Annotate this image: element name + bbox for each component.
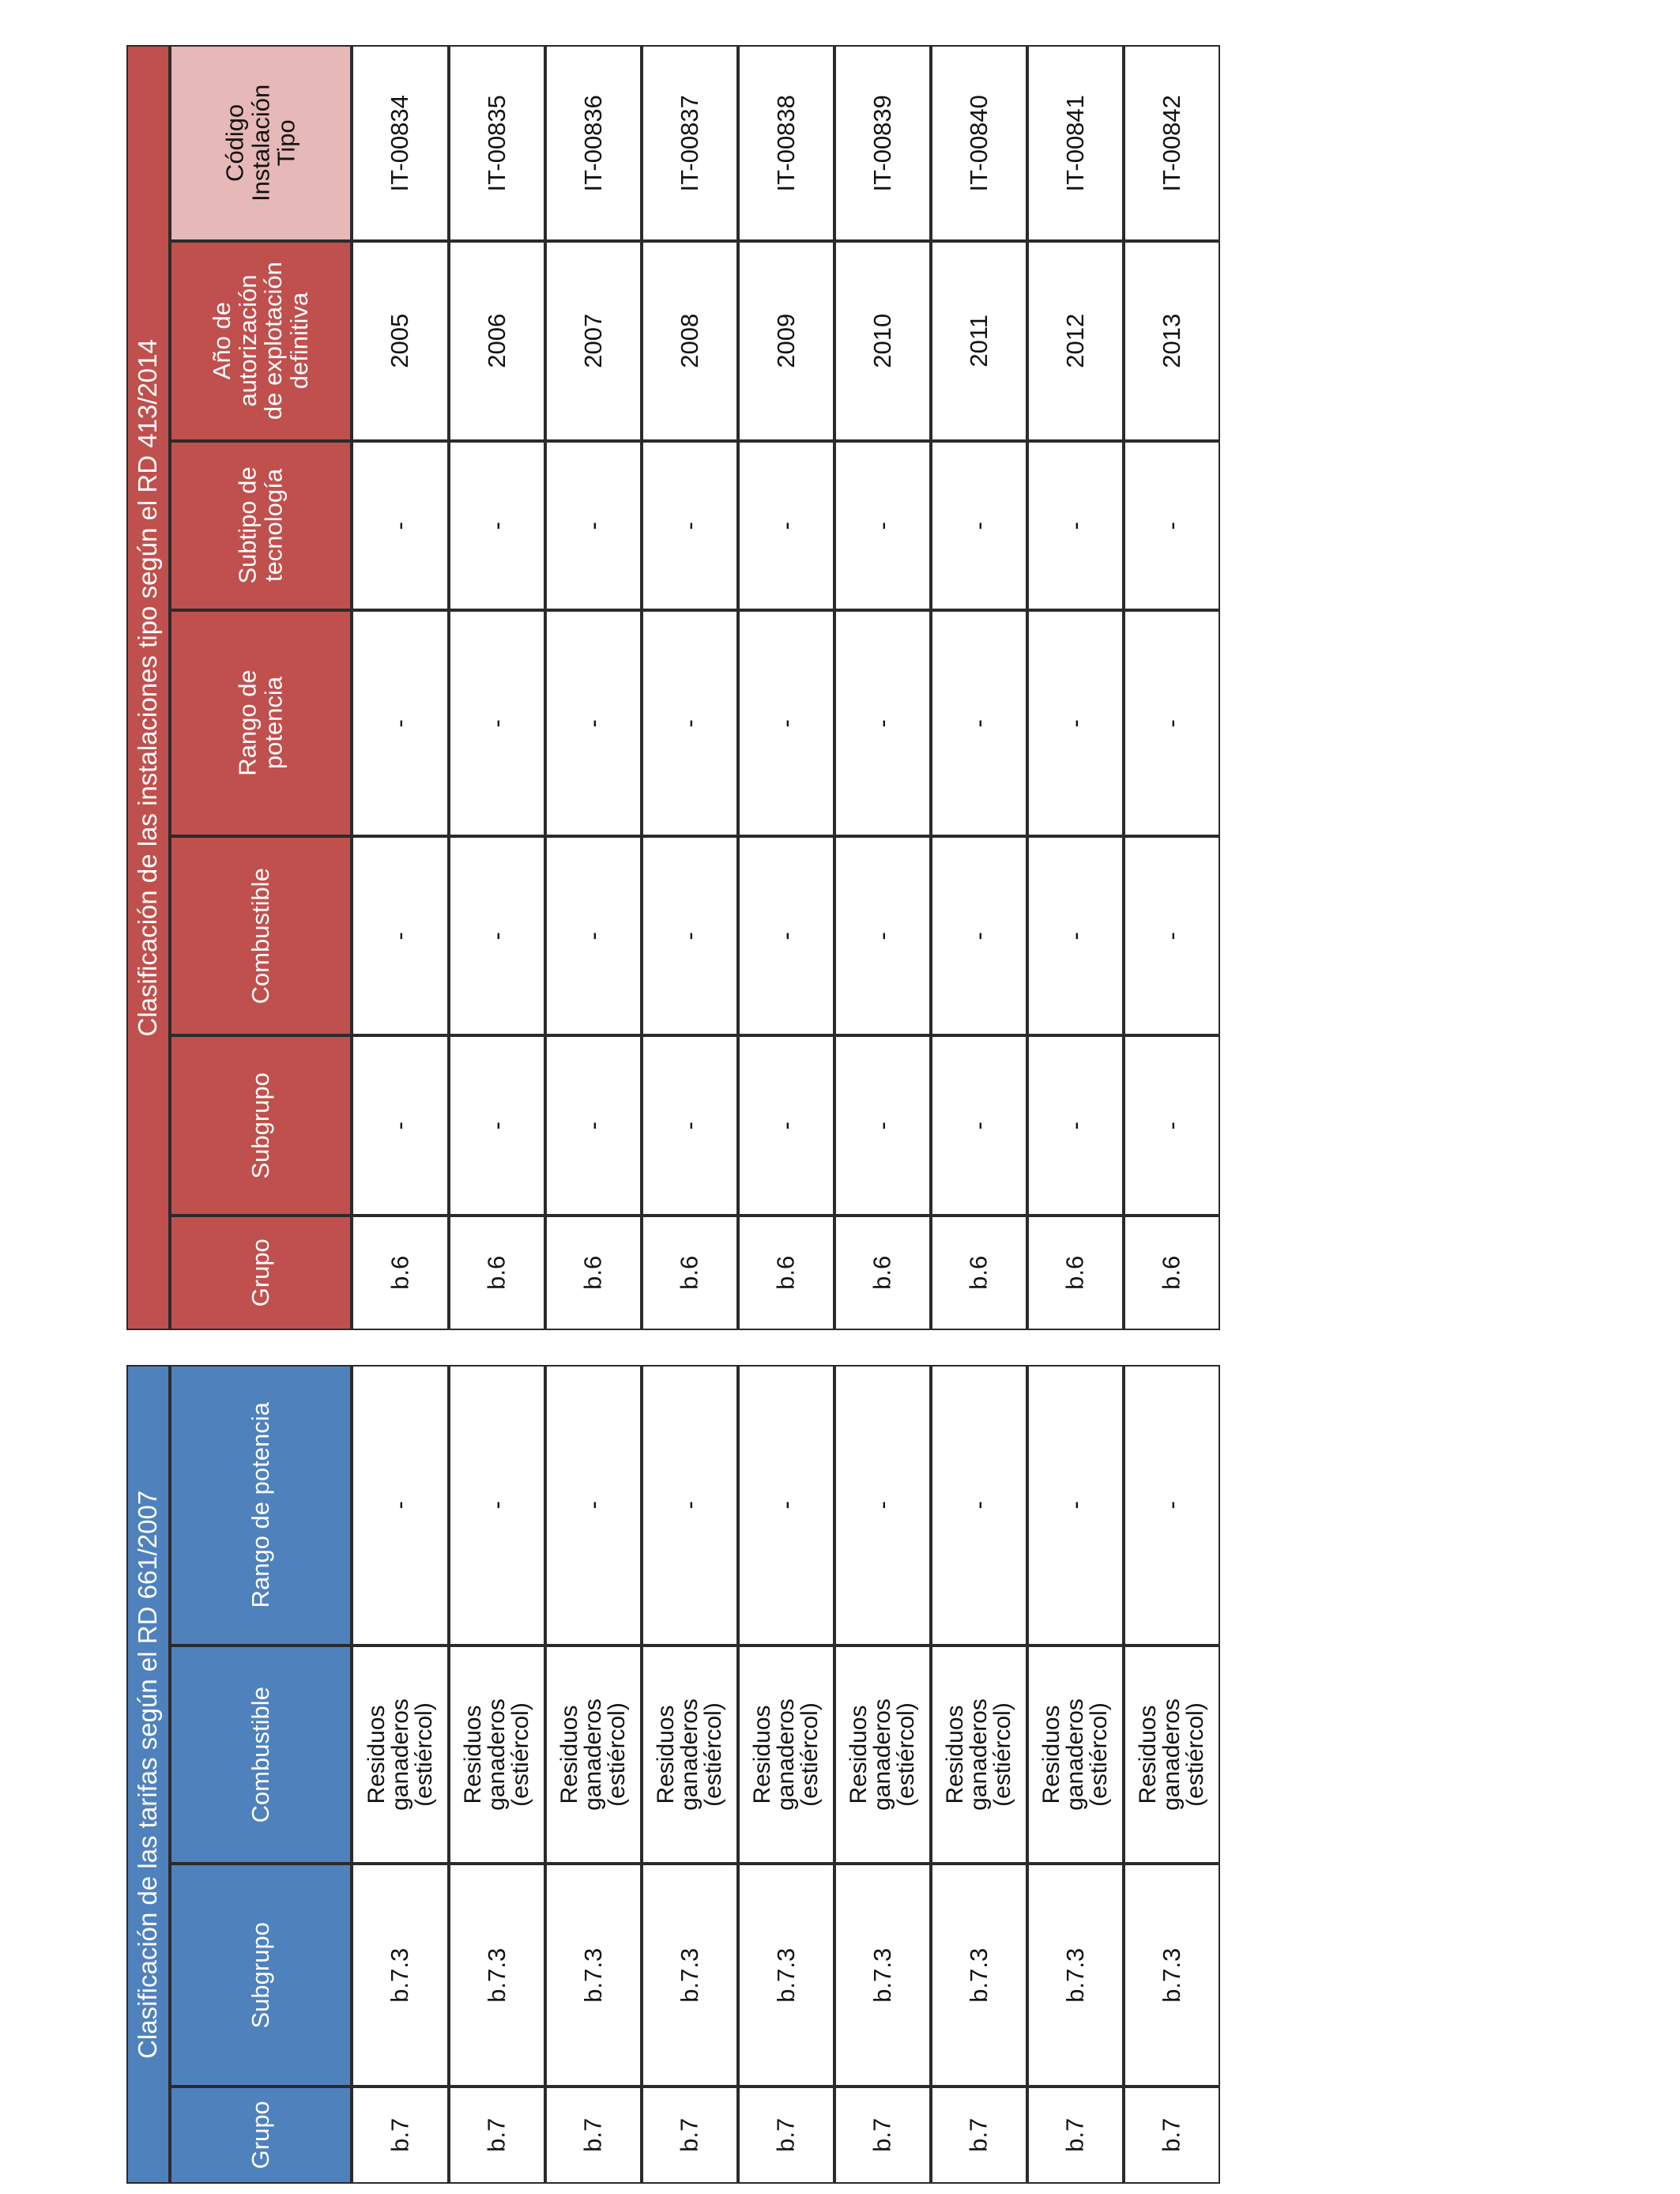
left-header-label: Subgrupo	[246, 1921, 274, 2029]
left-header-label: Grupo	[246, 2101, 274, 2169]
right-cell-value: IT-00838	[771, 94, 800, 192]
right-cell-value: -	[1157, 718, 1185, 728]
left-cell-value: -	[964, 1501, 993, 1510]
left-cell	[449, 1646, 545, 1864]
left-cell	[642, 1864, 738, 2087]
right-cell-value: 2010	[868, 314, 896, 368]
right-cell	[352, 1035, 449, 1216]
right-cell	[352, 241, 449, 441]
right-cell	[352, 441, 449, 610]
left-cell-value: -	[675, 1501, 703, 1510]
right-cell-value: -	[771, 521, 800, 530]
right-cell-value: IT-00834	[386, 94, 414, 192]
left-cell-value: b.7	[1060, 2117, 1089, 2153]
right-cell-value: -	[868, 718, 896, 728]
right-cell	[931, 45, 1027, 241]
left-cell	[1124, 1646, 1220, 1864]
right-cell-value: -	[964, 1121, 993, 1130]
left-cell-value: b.7	[386, 2117, 414, 2153]
left-cell	[642, 2087, 738, 2184]
left-cell-value: Residuos ganaderos (estiércol)	[846, 1698, 920, 1811]
right-cell-value: 2013	[1157, 314, 1185, 368]
right-cell-value: -	[964, 718, 993, 728]
left-cell-value: b.7.3	[868, 1947, 896, 2003]
left-cell-value: b.7.3	[964, 1947, 993, 2003]
right-cell-value: -	[675, 931, 703, 941]
left-cell-value: Residuos ganaderos (estiércol)	[556, 1698, 631, 1811]
left-cell	[1124, 1864, 1220, 2087]
right-cell	[1124, 441, 1220, 610]
left-cell-value: b.7.3	[675, 1947, 703, 2003]
left-cell	[449, 1365, 545, 1646]
left-cell-value: -	[386, 1501, 414, 1510]
right-cell-value: 2007	[578, 314, 607, 368]
right-cell-value: -	[964, 931, 993, 941]
left-cell	[931, 1365, 1027, 1646]
right-cell	[738, 1216, 834, 1330]
left-header-combustible	[170, 1646, 352, 1864]
right-cell	[931, 610, 1027, 836]
right-cell-value: -	[386, 718, 414, 728]
left-cell	[1027, 2087, 1124, 2184]
right-cell-value: IT-00840	[964, 94, 993, 192]
left-title-text: Clasificación de las tarifas según el RD 661/2007	[133, 1490, 163, 2059]
right-cell	[1124, 1216, 1220, 1330]
right-header-label: Rango de potencia	[233, 669, 287, 777]
left-cell-value: Residuos ganaderos (estiércol)	[1135, 1698, 1209, 1811]
right-header-ano-de-autorizacion-de-explotacion-definitiva	[170, 241, 352, 441]
right-cell	[1027, 241, 1124, 441]
right-cell-value: -	[771, 931, 800, 941]
right-cell-value: -	[675, 1121, 703, 1130]
left-cell	[545, 1864, 642, 2087]
right-cell	[738, 241, 834, 441]
right-header-label: Código Instalación Tipo	[220, 84, 300, 202]
left-cell	[931, 1864, 1027, 2087]
right-cell	[352, 1216, 449, 1330]
right-cell	[545, 1216, 642, 1330]
right-cell	[1027, 1216, 1124, 1330]
right-cell	[1027, 836, 1124, 1035]
right-cell	[449, 1216, 545, 1330]
right-cell	[642, 610, 738, 836]
left-cell	[449, 1864, 545, 2087]
right-cell-value: b.6	[578, 1255, 607, 1291]
right-cell-value: -	[386, 1121, 414, 1130]
right-cell	[1124, 610, 1220, 836]
right-cell-value: 2006	[482, 314, 510, 368]
right-cell-value: b.6	[868, 1255, 896, 1291]
right-cell-value: -	[868, 521, 896, 530]
right-cell	[738, 45, 834, 241]
right-cell-value: b.6	[964, 1255, 993, 1291]
right-cell	[642, 441, 738, 610]
left-cell	[834, 2087, 931, 2184]
left-cell	[545, 2087, 642, 2184]
left-cell-value: Residuos ganaderos (estiércol)	[363, 1698, 437, 1811]
right-cell-value: -	[868, 931, 896, 941]
right-header-label: Grupo	[246, 1238, 274, 1307]
left-cell-value: b.7	[482, 2117, 510, 2153]
right-cell	[834, 45, 931, 241]
right-cell-value: IT-00842	[1157, 94, 1185, 192]
right-cell	[834, 441, 931, 610]
right-cell-value: -	[1157, 931, 1185, 941]
left-cell	[352, 1864, 449, 2087]
left-header-rango-de-potencia	[170, 1365, 352, 1646]
right-header-label: Subgrupo	[246, 1072, 274, 1179]
right-header-label: Año de autorización de explotación definitiva	[207, 262, 313, 420]
right-cell-value: b.6	[1060, 1255, 1089, 1291]
left-cell-value: b.7	[1157, 2117, 1185, 2153]
left-cell-value: Residuos ganaderos (estiércol)	[653, 1698, 727, 1811]
right-cell	[642, 1035, 738, 1216]
right-cell-value: 2011	[964, 315, 993, 368]
left-cell	[545, 1365, 642, 1646]
left-cell-value: b.7.3	[1060, 1947, 1089, 2003]
right-cell-value: IT-00837	[675, 94, 703, 192]
right-cell	[1124, 836, 1220, 1035]
left-cell-value: b.7	[771, 2117, 800, 2153]
right-cell-value: b.6	[771, 1255, 800, 1291]
right-cell-value: -	[1060, 931, 1089, 941]
left-cell	[1027, 1365, 1124, 1646]
right-cell-value: -	[386, 931, 414, 941]
right-cell	[545, 441, 642, 610]
right-cell	[738, 441, 834, 610]
right-cell-value: -	[1157, 1121, 1185, 1130]
right-cell	[449, 1035, 545, 1216]
right-cell-value: -	[1060, 1121, 1089, 1130]
left-cell	[545, 1646, 642, 1864]
right-header-subgrupo	[170, 1035, 352, 1216]
right-cell	[1027, 1035, 1124, 1216]
left-cell	[642, 1365, 738, 1646]
left-header-label: Combustible	[246, 1686, 274, 1823]
left-cell	[352, 1646, 449, 1864]
right-cell-value: -	[675, 718, 703, 728]
right-cell-value: b.6	[482, 1255, 510, 1291]
right-cell-value: -	[771, 1121, 800, 1130]
right-cell-value: IT-00839	[868, 94, 896, 192]
left-cell-value: -	[578, 1501, 607, 1510]
left-cell-value: -	[868, 1501, 896, 1510]
right-cell	[1124, 241, 1220, 441]
right-cell	[449, 241, 545, 441]
right-cell-value: -	[1157, 521, 1185, 530]
right-cell-value: -	[578, 718, 607, 728]
right-cell-value: -	[675, 521, 703, 530]
left-cell	[738, 1864, 834, 2087]
left-cell	[352, 2087, 449, 2184]
right-header-grupo	[170, 1216, 352, 1330]
left-cell	[931, 1646, 1027, 1864]
right-cell	[642, 45, 738, 241]
right-cell	[1124, 1035, 1220, 1216]
left-cell-value: b.7	[868, 2117, 896, 2153]
left-cell	[738, 2087, 834, 2184]
left-title	[126, 1365, 170, 2184]
right-cell	[449, 45, 545, 241]
right-cell-value: -	[482, 718, 510, 728]
left-cell	[352, 1365, 449, 1646]
right-cell-value: -	[771, 718, 800, 728]
right-cell	[1027, 45, 1124, 241]
left-cell-value: -	[1157, 1501, 1185, 1510]
left-cell	[834, 1864, 931, 2087]
right-cell-value: -	[1060, 718, 1089, 728]
left-cell-value: b.7.3	[771, 1947, 800, 2003]
right-cell	[931, 1035, 1027, 1216]
right-cell-value: -	[578, 1121, 607, 1130]
left-cell	[1124, 2087, 1220, 2184]
right-cell	[834, 1035, 931, 1216]
left-cell-value: Residuos ganaderos (estiércol)	[942, 1698, 1016, 1811]
right-cell-value: IT-00841	[1060, 94, 1089, 192]
left-cell-value: b.7.3	[1157, 1947, 1185, 2003]
right-cell	[834, 836, 931, 1035]
right-cell-value: IT-00835	[482, 94, 510, 192]
right-cell-value: -	[578, 931, 607, 941]
right-cell-value: b.6	[386, 1255, 414, 1291]
right-cell	[449, 836, 545, 1035]
right-cell	[449, 610, 545, 836]
right-cell	[545, 1035, 642, 1216]
left-cell	[931, 2087, 1027, 2184]
right-cell	[834, 241, 931, 441]
right-cell	[545, 610, 642, 836]
right-title-text: Clasificación de las instalaciones tipo según el RD 413/2014	[133, 338, 163, 1037]
right-cell-value: -	[578, 521, 607, 530]
right-cell-value: 2005	[386, 314, 414, 368]
right-header-rango-de-potencia	[170, 610, 352, 836]
left-cell	[1124, 1365, 1220, 1646]
left-header-label: Rango de potencia	[246, 1402, 274, 1608]
right-title	[126, 45, 170, 1330]
left-cell	[449, 2087, 545, 2184]
right-cell	[352, 45, 449, 241]
right-cell	[1027, 441, 1124, 610]
left-cell	[738, 1365, 834, 1646]
left-cell-value: b.7	[578, 2117, 607, 2153]
right-cell	[931, 241, 1027, 441]
left-cell-value: Residuos ganaderos (estiércol)	[1038, 1698, 1113, 1811]
left-cell	[642, 1646, 738, 1864]
right-cell	[834, 1216, 931, 1330]
right-cell	[738, 1035, 834, 1216]
left-cell-value: Residuos ganaderos (estiércol)	[749, 1698, 823, 1811]
right-cell-value: 2012	[1060, 314, 1089, 368]
right-cell	[931, 836, 1027, 1035]
right-cell	[545, 836, 642, 1035]
right-cell-value: -	[386, 521, 414, 530]
right-cell-value: -	[482, 521, 510, 530]
left-cell-value: -	[482, 1501, 510, 1510]
right-cell	[642, 1216, 738, 1330]
right-cell-value: b.6	[1157, 1255, 1185, 1291]
left-cell-value: -	[1060, 1501, 1089, 1510]
left-cell	[834, 1365, 931, 1646]
left-cell-value: Residuos ganaderos (estiércol)	[460, 1698, 534, 1811]
right-cell	[352, 610, 449, 836]
left-cell-value: b.7	[675, 2117, 703, 2153]
left-cell	[1027, 1646, 1124, 1864]
right-cell	[352, 836, 449, 1035]
left-cell-value: b.7.3	[386, 1947, 414, 2003]
left-cell-value: b.7	[964, 2117, 993, 2153]
left-cell-value: -	[771, 1501, 800, 1510]
right-cell-value: b.6	[675, 1255, 703, 1291]
left-cell	[834, 1646, 931, 1864]
right-cell-value: -	[964, 521, 993, 530]
right-cell	[1124, 45, 1220, 241]
right-cell	[834, 610, 931, 836]
right-cell-value: -	[482, 1121, 510, 1130]
right-cell	[738, 610, 834, 836]
right-header-codigo-instalacion-tipo	[170, 45, 352, 241]
right-header-label: Subtipo de tecnología	[233, 466, 287, 585]
right-header-subtipo-de-tecnologia	[170, 441, 352, 610]
right-cell	[545, 241, 642, 441]
right-cell	[642, 241, 738, 441]
right-header-label: Combustible	[246, 867, 274, 1005]
left-cell	[738, 1646, 834, 1864]
right-cell	[642, 836, 738, 1035]
left-cell	[1027, 1864, 1124, 2087]
right-cell-value: 2009	[771, 314, 800, 368]
right-cell	[931, 441, 1027, 610]
right-cell	[931, 1216, 1027, 1330]
right-cell-value: IT-00836	[578, 94, 607, 192]
left-header-subgrupo	[170, 1864, 352, 2087]
left-cell-value: b.7.3	[578, 1947, 607, 2003]
right-cell	[449, 441, 545, 610]
right-cell	[545, 45, 642, 241]
left-cell-value: b.7.3	[482, 1947, 510, 2003]
left-header-grupo	[170, 2087, 352, 2184]
right-cell	[1027, 610, 1124, 836]
right-cell	[738, 836, 834, 1035]
right-cell-value: -	[868, 1121, 896, 1130]
right-header-combustible	[170, 836, 352, 1035]
right-cell-value: 2008	[675, 314, 703, 368]
right-cell-value: -	[482, 931, 510, 941]
right-cell-value: -	[1060, 521, 1089, 530]
